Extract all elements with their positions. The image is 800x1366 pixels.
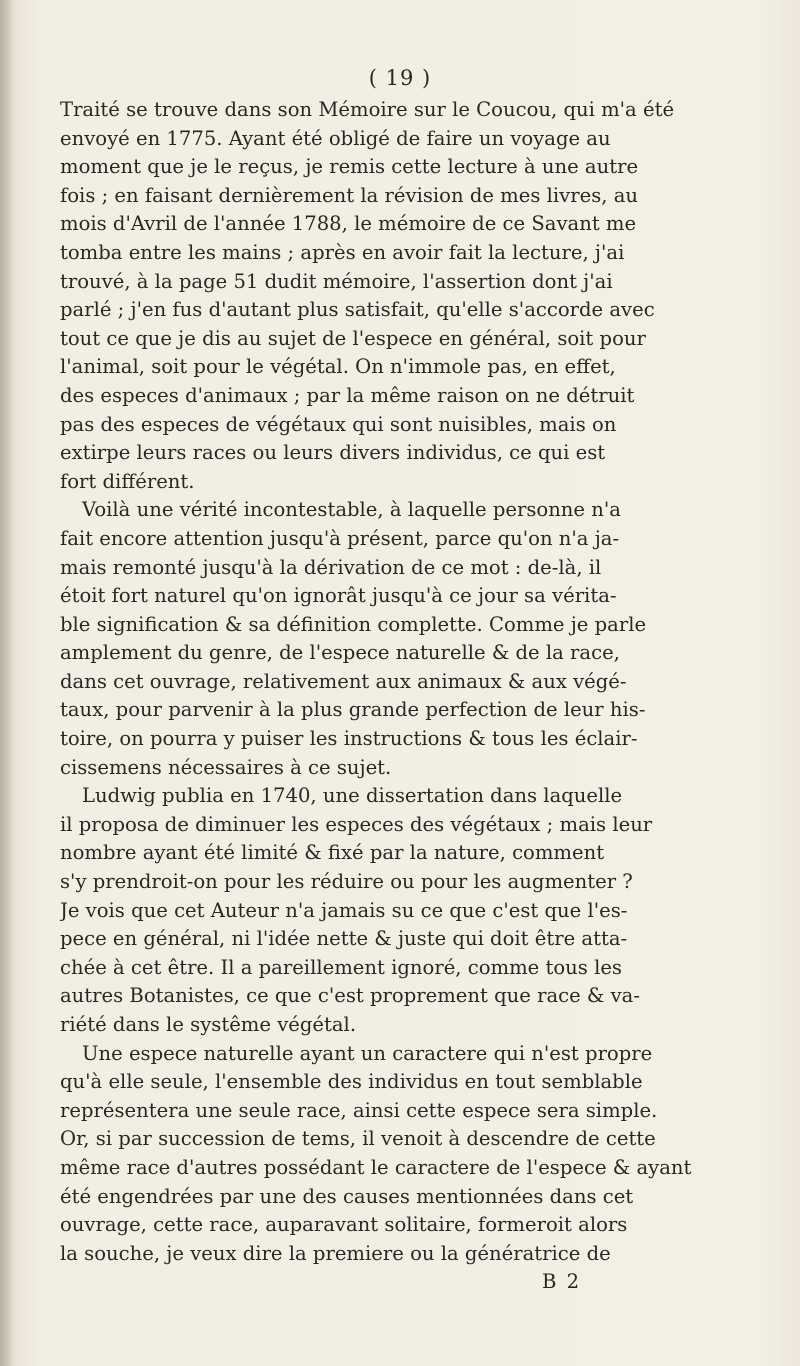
text-line: nombre ayant été limité & fixé par la nature, comment bbox=[60, 841, 605, 865]
text-line: riété dans le systême végétal. bbox=[60, 1013, 357, 1036]
text-line: extirpe leurs races ou leurs divers individus, ce qui est bbox=[60, 441, 606, 465]
text-line: étoit fort naturel qu'on ignorât jusqu'à ce jour sa vérita- bbox=[60, 584, 617, 608]
text-line: Une espece naturelle ayant un caractere qui n'est propre bbox=[82, 1041, 653, 1065]
text-line: fort différent. bbox=[60, 469, 195, 493]
text-line: Traité se trouve dans son Mémoire sur le Coucou, qui m'a été bbox=[60, 98, 675, 121]
signature-mark: B 2 bbox=[542, 1270, 582, 1294]
text-line: pece en général, ni l'idée nette & juste qui doit être atta- bbox=[60, 927, 628, 951]
text-line: parlé ; j'en fus d'autant plus satisfait, qu'elle s'accorde avec bbox=[60, 298, 655, 322]
text-line: pas des especes de végétaux qui sont nuisibles, mais on bbox=[60, 412, 617, 436]
text-line: fois ; en faisant dernièrement la révision de mes livres, au bbox=[60, 183, 639, 207]
text-line: ouvrage, cette race, auparavant solitaire, formeroit alors bbox=[60, 1213, 628, 1237]
text-line: représentera une seule race, ainsi cette espece sera simple. bbox=[60, 1098, 658, 1122]
text-line: moment que je le reçus, je remis cette lecture à une autre bbox=[60, 155, 639, 179]
text-line: Je vois que cet Auteur n'a jamais su ce que c'est que l'es- bbox=[60, 898, 628, 922]
text-line: taux, pour parvenir à la plus grande perfection de leur his- bbox=[60, 698, 646, 722]
text-line: tout ce que je dis au sujet de l'espece en général, soit pour bbox=[60, 326, 646, 350]
text-line: trouvé, à la page 51 dudit mémoire, l'assertion dont j'ai bbox=[60, 269, 613, 293]
page-number: ( 19 ) bbox=[368, 66, 432, 90]
text-line: qu'à elle seule, l'ensemble des individus en tout semblable bbox=[60, 1070, 643, 1094]
text-line: Voilà une vérité incontestable, à laquelle personne n'a bbox=[82, 498, 621, 522]
text-line: même race d'autres possédant le caractere de l'espece & ayant bbox=[60, 1155, 692, 1179]
text-line: s'y prendroit-on pour les réduire ou pour les augmenter ? bbox=[60, 870, 633, 894]
text-line: la souche, je veux dire la premiere ou la génératrice de bbox=[60, 1241, 611, 1265]
text-line: tomba entre les mains ; après en avoir fait la lecture, j'ai bbox=[60, 240, 625, 264]
text-line: amplement du genre, de l'espece naturelle & de la race, bbox=[60, 641, 620, 665]
text-line: Ludwig publia en 1740, une dissertation dans laquelle bbox=[82, 784, 623, 808]
text-line: autres Botanistes, ce que c'est proprement que race & va- bbox=[60, 984, 640, 1008]
text-line: été engendrées par une des causes mentionnées dans cet bbox=[60, 1184, 634, 1208]
text-line: dans cet ouvrage, relativement aux animaux & aux végé- bbox=[60, 669, 627, 693]
text-line: cissemens nécessaires à ce sujet. bbox=[60, 755, 392, 779]
text-line: il proposa de diminuer les especes des végétaux ; mais leur bbox=[60, 812, 653, 836]
text-line: fait encore attention jusqu'à présent, parce qu'on n'a ja- bbox=[60, 526, 620, 550]
body-text bbox=[60, 96, 760, 1297]
text-line: chée à cet être. Il a pareillement ignoré, comme tous les bbox=[60, 955, 622, 979]
binding-shadow bbox=[0, 0, 14, 1366]
text-line: envoyé en 1775. Ayant été obligé de faire un voyage au bbox=[60, 126, 611, 150]
text-line: Or, si par succession de tems, il venoit à descendre de cette bbox=[60, 1127, 656, 1151]
text-line: des especes d'animaux ; par la même raison on ne détruit bbox=[60, 383, 635, 407]
text-line: mois d'Avril de l'année 1788, le mémoire de ce Savant me bbox=[60, 212, 637, 236]
text-line: toire, on pourra y puiser les instructions & tous les éclair- bbox=[60, 727, 638, 751]
text-line: l'animal, soit pour le végétal. On n'immole pas, en effet, bbox=[60, 355, 616, 379]
text-line: ble signification & sa définition complette. Comme je parle bbox=[60, 612, 647, 636]
text-line: mais remonté jusqu'à la dérivation de ce mot : de-là, il bbox=[60, 555, 602, 579]
